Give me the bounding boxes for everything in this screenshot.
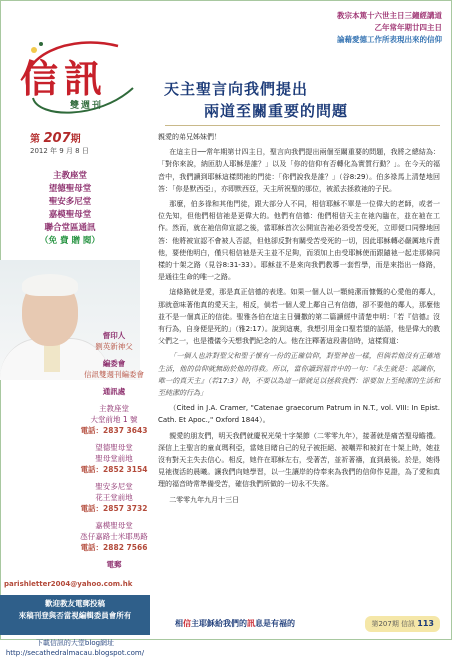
- download-info: [0, 638, 150, 658]
- email-link[interactable]: parishletter2004@yahoo.com.hk: [4, 580, 133, 588]
- slogan-highlight: 訊: [247, 619, 255, 628]
- contact-3-location: 聖安多尼堂: [95, 482, 133, 491]
- newsletter-logo: [8, 28, 148, 128]
- headline-divider: [165, 125, 440, 126]
- issue-prefix: 第: [30, 134, 40, 145]
- page-footer: [165, 616, 440, 632]
- slogan-part: 主耶穌給我們的: [191, 619, 247, 628]
- page-number-badge: [365, 616, 440, 632]
- publisher-label: 督印人: [102, 331, 126, 340]
- footer-issue-label: 第207期 信訊: [371, 620, 416, 628]
- article-citation: （Cited in J.A. Cramer, "Catenae graecorum Patrum in N.T., vol. VIII: In Epist. Cath. Et Apoc.," Oxford 1844）。: [158, 404, 440, 425]
- promo-line-1: 歡迎教友電郵投稿: [45, 599, 105, 608]
- parish-list: [0, 170, 140, 248]
- article-body: [158, 131, 440, 509]
- contact-2-address: 聖母堂前地: [95, 454, 133, 463]
- article-paragraph: 這條路就是愛，那是真正信德的表達。如果一個人以一顆純潔而慷慨的心愛他的鄰人，那就意味著他真的愛天主，相反，倘若一個人愛上鄰自己有信德，卻不要他的鄰人，那麼他並不是一個真正的信徒。聖雅各伯在這主日彌撒的第二篇讀經中清楚申明：「若『信德』沒有行為，自身便是死的」（雅2:17）。說到這裏，我想引用金口聖若望的話語，他是偉大的教父們之一，也是禮儀今天想我們紀念的人。他在注釋著這段書信時，這樣寫道：: [158, 288, 440, 346]
- pope-collar: [44, 342, 60, 372]
- editorial-name: 信訊雙週刊編委會: [84, 370, 144, 379]
- article-paragraph: 那麼，伯多祿和其他門徒，跟大部分人不同，相信耶穌不單是一位偉大的老師，或者一位先知，但他們相信祂是更偉大的。他們有信德：他們相信天主在祂內臨在，並在祂在工作。然而，就在祂信仰宣認之後，當耶穌首次公開宣告祂必須受苦受死，立即便口同聲地回答：他將被宣認不會被人否認，但他卻反對有關受苦受死的一切，因此耶穌轉必嚴厲地斥責他，要使他明白，僅只相信祂是天主並不足夠，而須加上由受耶穌使而跟隨祂一起走那條同樣的十架之路（見谷8:31-33）。耶穌並不是來向我們教導一套哲學，而是來指出一條路，是通往生命的唯一之路。: [158, 200, 440, 282]
- footer-slogan: [175, 618, 295, 629]
- contact-3-phone: 電話：2857 3732: [80, 504, 148, 513]
- download-label: 下載信訊的大堂blog網址: [35, 639, 115, 647]
- editorial-label: 編委會: [102, 359, 126, 368]
- union-newsletter: 聯合堂區通訊: [44, 223, 96, 233]
- article-greeting: 親愛的弟兄姊妹們！: [158, 133, 221, 141]
- issue-number: [30, 130, 81, 146]
- blog-url-link[interactable]: http://secathedralmacau.blogspot.com/: [5, 649, 145, 657]
- email-label: 電郵: [106, 560, 122, 569]
- contact-2-location: 望德聖母堂: [95, 443, 133, 452]
- parish-3: 聖安多尼堂: [48, 197, 92, 207]
- left-sidebar: [0, 130, 150, 657]
- free-distribution: （免 費 贈 閱）: [40, 236, 100, 246]
- logo-subtitle: 雙週刊: [70, 101, 104, 111]
- contact-2-phone: 電話：2852 3154: [80, 465, 148, 474]
- parish-1: 主教座堂: [52, 171, 87, 181]
- staff-info: [78, 330, 150, 570]
- contact-4-address: 氹仔嘉路士米耶馬路: [80, 532, 148, 541]
- pope-hair: [22, 274, 78, 296]
- header-line-1: 教宗本篤十六世主日三鐘經講道: [337, 11, 442, 20]
- slogan-highlight: 信: [183, 619, 191, 628]
- contact-4-location: 嘉模聖母堂: [95, 521, 133, 530]
- issue-date: 2012 年 9 月 8 日: [30, 147, 89, 155]
- contact-1-phone: 電話：2837 3643: [80, 426, 148, 435]
- contact-4-phone: 電話：2882 7566: [80, 543, 148, 552]
- submission-banner: [0, 595, 150, 635]
- article-paragraph: 親愛的朋友們，明天我們就慶祝光榮十字架節（二零零九年），接著就是痛苦聖母瞻禮。深信上主聖言的童貞瑪利亞，當她目睹自己的兒子被拒絕、被嘲弄和被釘在十架上時，她並沒有對天主失去信心。相反，她仵在耶穌左右，受著苦，並祈著禱，直到最後。於是，她得見祂復活的晨曦。讓我們向她學習，以一生讓岸的侍奉來為我們的信仰作見證，為了愛和真理的福音時常準備受苦，確信我們所做的一切永不失落。: [158, 431, 440, 489]
- header-line-2: 乙年常年期廿四主日: [374, 23, 442, 32]
- slogan-part: 息是有福的: [255, 619, 295, 628]
- contact-3-address: 花王堂前地: [95, 493, 133, 502]
- article-headline: [164, 78, 434, 122]
- header-line-3: 論藉愛德工作所表現出來的信仰: [337, 35, 442, 44]
- sermon-header: [337, 10, 442, 46]
- page-number: 113: [417, 619, 434, 628]
- parish-2: 望德聖母堂: [48, 184, 92, 194]
- publisher-name: 劉英新神父: [95, 342, 133, 351]
- address-label: 通訊處: [102, 387, 126, 396]
- parish-4: 嘉模聖母堂: [48, 210, 92, 220]
- issue-num: 207: [43, 131, 71, 146]
- article-date: 二零零九年九月十三日: [169, 495, 240, 504]
- headline-line-2: 兩道至關重要的問題: [204, 102, 349, 120]
- slogan-part: 相: [175, 619, 183, 628]
- contact-1-location: 主教座堂: [99, 404, 129, 413]
- headline-line-1: 天主聖言向我們提出: [164, 80, 309, 98]
- promo-line-2: 來稿刊登與否當視編輯委員會所有: [18, 611, 132, 620]
- contact-1-address: 大堂前地 1 號: [90, 415, 138, 424]
- article-quote: 「一個人也許對聖父和聖子懷有一份的正確信仰，對聖神也一樣，但倘若他沒有正確地生活，他的信仰就無助於他的得救。所以，當你讀到福音中的一句：『永生就是：認識你，唯一的真天主』（若17:3）時，不要以為這一節就足以拯救我們：卻要加上至純潔的生活和至純潔的行為」: [158, 352, 440, 398]
- logo-title: 信訊: [20, 56, 109, 101]
- issue-suffix: 期: [70, 134, 81, 145]
- article-paragraph: 在這主日──常年期第廿四主日，聖言向我們提出兩個至關重要的問題，我將之總結為：「對你來說，納匝肋人耶穌是誰？」以及「你的信仰有否轉化為實質行動？」。在今天的福音中，我們讀到耶穌這樣問祂的門徒：「你們說我是誰？」（谷8:29）。伯多祿馬上清楚地回答：「你是默西亞」，亦即默西亞，天主所祝聖的那位，被派去拯救祂的子民。: [158, 148, 440, 193]
